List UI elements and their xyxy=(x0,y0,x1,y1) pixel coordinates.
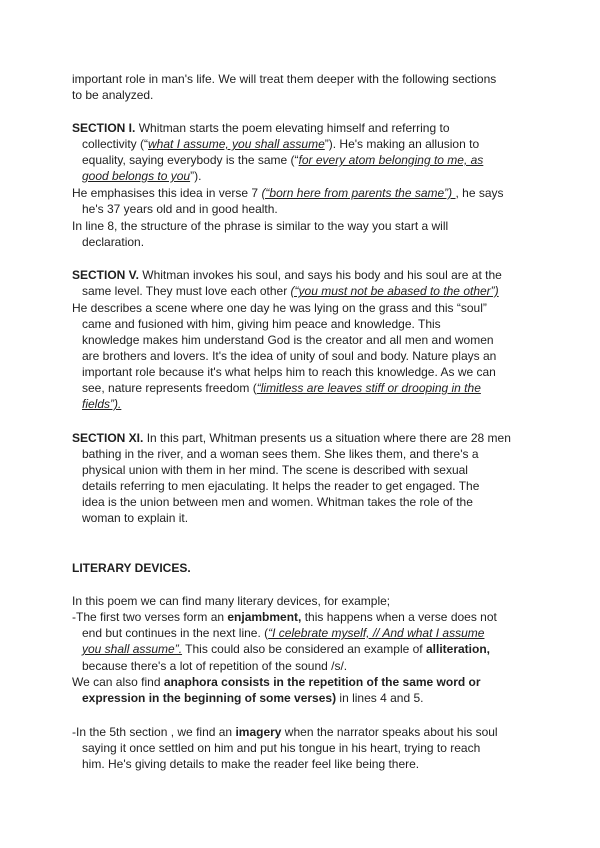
text: because there's a lot of repetition of the sound /s/. xyxy=(82,659,348,673)
literary-line-9 xyxy=(82,740,480,756)
text: idea is the union between men and women. Whitman takes the role of the xyxy=(82,495,473,509)
section-5-line-4 xyxy=(82,316,441,332)
literary-line-1 xyxy=(72,593,390,609)
term-alliteration: alliteration, xyxy=(425,642,490,656)
text: woman to explain it. xyxy=(82,511,189,525)
text: in lines 4 and 5. xyxy=(336,691,424,705)
text: important role in man's life. We will treat them deeper with the following sections xyxy=(72,72,497,86)
section-11-line-2 xyxy=(82,446,479,462)
literary-line-8 xyxy=(72,724,498,740)
section-1-heading: SECTION I. xyxy=(72,121,136,135)
term-enjambment: enjambment, xyxy=(227,610,302,624)
section-5-line-1 xyxy=(72,267,502,283)
text: important role because it's what helps him to reach this knowledge. As we can xyxy=(82,365,496,379)
quote: for every atom belonging to me, as xyxy=(298,153,484,167)
section-1-line-2 xyxy=(82,136,479,152)
text: -The first two verses form an xyxy=(72,610,228,624)
text: physical union with them in her mind. The scene is described with sexual xyxy=(82,463,468,477)
text: knowledge makes him understand God is the creator and all men and women xyxy=(82,333,494,347)
section-5-line-6 xyxy=(82,348,496,364)
section-11-line-6 xyxy=(82,510,188,526)
term-imagery: imagery xyxy=(235,725,282,739)
text: ”). He's making an allusion to xyxy=(324,137,480,151)
literary-line-4 xyxy=(82,641,490,657)
quote: “limitless are leaves stiff or drooping in the xyxy=(256,381,481,395)
intro-line-1 xyxy=(72,71,496,87)
section-11-line-4 xyxy=(82,478,479,494)
text: We can also find xyxy=(72,675,164,689)
literary-line-2 xyxy=(72,609,497,625)
text: In this part, Whitman presents us a situation where there are 28 men xyxy=(146,431,511,445)
section-5-line-7 xyxy=(82,364,496,380)
quote: (“you must not be abased to the other”) xyxy=(290,284,499,298)
section-1-line-4 xyxy=(82,168,201,184)
text: see, nature represents freedom ( xyxy=(82,381,257,395)
section-11-heading: SECTION XI. xyxy=(72,431,144,445)
text: Whitman invokes his soul, and says his body and his soul are at the xyxy=(142,268,502,282)
section-5-line-2 xyxy=(82,283,499,299)
text: , he says xyxy=(455,186,504,200)
text: He emphasises this idea in verse 7 xyxy=(72,186,262,200)
section-5-line-9 xyxy=(82,396,121,412)
text: -In the 5th section , we find an xyxy=(72,725,236,739)
quote: what I assume, you shall assume xyxy=(148,137,325,151)
literary-line-10 xyxy=(82,756,419,772)
text: end but continues in the next line. ( xyxy=(82,626,269,640)
text: He describes a scene where one day he was lying on the grass and this “soul” xyxy=(72,301,487,315)
literary-line-6 xyxy=(72,674,481,690)
text: saying it once settled on him and put his tongue in his heart, trying to reach xyxy=(82,741,481,755)
section-11-line-5 xyxy=(82,494,473,510)
text: collectivity (“ xyxy=(82,137,149,151)
text: equality, saying everybody is the same (“ xyxy=(82,153,299,167)
term-anaphora: anaphora consists in the repetition of the same word or xyxy=(163,675,481,689)
text: this happens when a verse does not xyxy=(301,610,497,624)
text: This could also be considered an example of xyxy=(182,642,426,656)
text: LITERARY DEVICES. xyxy=(72,561,191,575)
section-11-line-1 xyxy=(72,430,511,446)
text: are brothers and lovers. It's the idea of unity of soul and body. Nature plays an xyxy=(82,349,497,363)
text: declaration. xyxy=(82,235,145,249)
section-5-heading: SECTION V. xyxy=(72,268,139,282)
text: ”). xyxy=(190,169,202,183)
section-1-line-7 xyxy=(72,218,448,234)
literary-line-7 xyxy=(82,690,423,706)
quote: “I celebrate myself, // And what I assume xyxy=(268,626,485,640)
quote: good belongs to you xyxy=(82,169,191,183)
text: bathing in the river, and a woman sees them. She likes them, and there's a xyxy=(82,447,479,461)
quote: you shall assume”. xyxy=(82,642,183,656)
quote: (“born here from parents the same”) xyxy=(261,186,456,200)
section-5-line-8 xyxy=(82,380,481,396)
text: when the narrator speaks about his soul xyxy=(281,725,498,739)
literary-devices-heading xyxy=(72,560,191,576)
text: to be analyzed. xyxy=(72,88,154,102)
text: In line 8, the structure of the phrase is similar to the way you start a will xyxy=(72,219,449,233)
text: he's 37 years old and in good health. xyxy=(82,202,278,216)
quote: fields”). xyxy=(82,397,122,411)
literary-line-5 xyxy=(82,658,347,674)
text: In this poem we can find many literary devices, for example; xyxy=(72,594,391,608)
literary-line-3 xyxy=(82,625,484,641)
text: same level. They must love each other xyxy=(82,284,291,298)
section-5-line-5 xyxy=(82,332,494,348)
section-1-line-1 xyxy=(72,120,450,136)
term-anaphora-cont: expression in the beginning of some verses) xyxy=(82,691,337,705)
text: him. He's giving details to make the reader feel like being there. xyxy=(82,757,420,771)
text: came and fusioned with him, giving him peace and knowledge. This xyxy=(82,317,441,331)
section-1-line-8 xyxy=(82,234,144,250)
section-1-line-5 xyxy=(72,185,504,201)
section-1-line-6 xyxy=(82,201,278,217)
section-11-line-3 xyxy=(82,462,468,478)
text: Whitman starts the poem elevating himself and referring to xyxy=(138,121,450,135)
section-5-line-3 xyxy=(72,300,487,316)
section-1-line-3 xyxy=(82,152,483,168)
text: details referring to men ejaculating. It helps the reader to get engaged. The xyxy=(82,479,480,493)
intro-line-2 xyxy=(72,87,153,103)
